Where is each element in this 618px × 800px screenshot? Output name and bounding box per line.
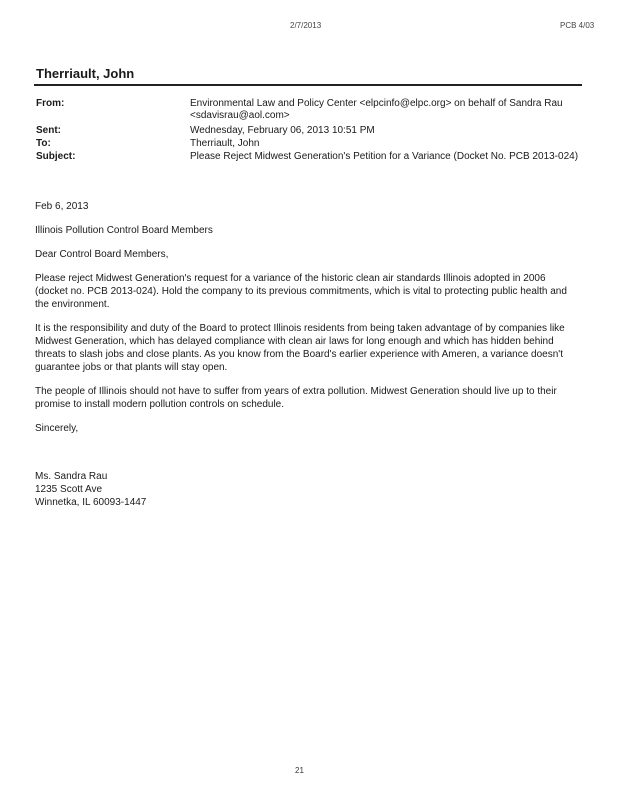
letter-recipient: Illinois Pollution Control Board Members <box>35 225 213 236</box>
subject-value: Please Reject Midwest Generation's Petition for a Variance (Docket No. PCB 2013-024) <box>190 151 579 162</box>
signature-street: 1235 Scott Ave <box>35 484 103 495</box>
header-divider <box>34 84 582 86</box>
sender-name: Therriault, John <box>36 66 135 81</box>
letter-paragraph-1: Please reject Midwest Generation's request for a variance of the historic clean air standards Illinois adopted in 2006 (docket no. PCB 2013-024). Hold the company to its previous commitments, which is vital to protecting public health and the environment. <box>35 273 567 310</box>
subject-label: Subject: <box>36 151 76 162</box>
letter-closing: Sincerely, <box>35 423 79 434</box>
from-label: From: <box>36 98 65 109</box>
letter-paragraph-3: The people of Illinois should not have to suffer from years of extra pollution. Midwest Generation should live up to their promise to install modern pollution controls on schedule. <box>35 386 557 410</box>
letter-paragraph-2: It is the responsibility and duty of the Board to protect Illinois residents from being taken advantage of by companies like Midwest Generation, which has delayed compliance with clean air laws for long enough and which has hidden behind threats to slash jobs and close plants. As you know from the Board's earlier experience with Ameren, a variance doesn't guarantee jobs or that plants will stay open. <box>35 323 565 373</box>
letter-salutation: Dear Control Board Members, <box>35 249 169 260</box>
signature-name: Ms. Sandra Rau <box>35 471 108 482</box>
from-value <box>190 98 590 122</box>
to-label: To: <box>36 138 51 149</box>
signature-city: Winnetka, IL 60093-1447 <box>35 497 147 508</box>
signature-block <box>35 470 146 509</box>
sent-value: Wednesday, February 06, 2013 10:51 PM <box>190 125 375 136</box>
letter-date: Feb 6, 2013 <box>35 201 89 212</box>
letter-body <box>35 200 580 446</box>
page-number: 21 <box>295 766 304 775</box>
to-value: Therriault, John <box>190 138 260 149</box>
from-value-line1: Environmental Law and Policy Center <elpcinfo@elpc.org> on behalf of Sandra Rau <box>190 98 563 109</box>
fax-date: 2/7/2013 <box>290 21 322 30</box>
from-value-line2: <sdavisrau@aol.com> <box>190 110 290 121</box>
sent-label: Sent: <box>36 125 61 136</box>
fax-page-ref: PCB 4/03 <box>560 21 595 30</box>
